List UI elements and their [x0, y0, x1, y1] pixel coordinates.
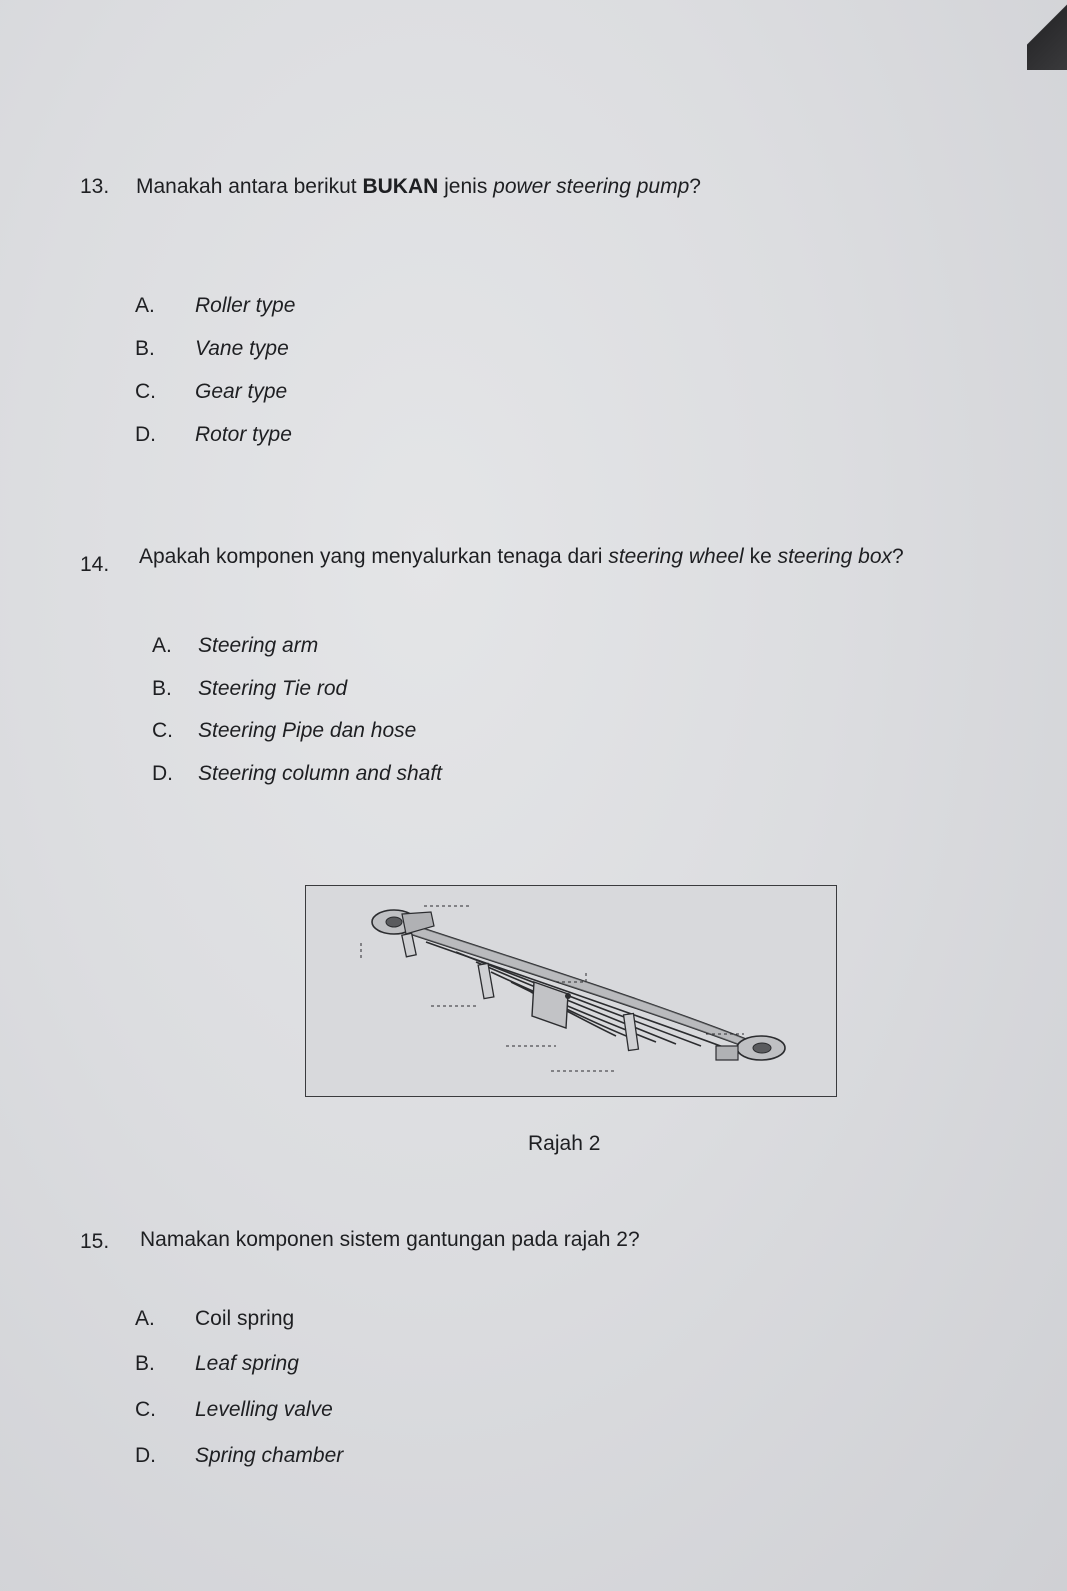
option-a[interactable]: [135, 1307, 294, 1331]
option-c[interactable]: [135, 380, 287, 404]
question-text: [139, 545, 904, 569]
option-letter: B.: [152, 677, 172, 700]
option-b[interactable]: [135, 1352, 299, 1376]
question-text-part: Apakah komponen yang menyalurkan tenaga dari: [139, 545, 609, 568]
question-text: [136, 175, 701, 199]
option-a[interactable]: [135, 294, 295, 318]
option-letter: D.: [152, 762, 173, 785]
paper-edge-shadow: [1027, 0, 1067, 70]
question-number: 14.: [80, 553, 110, 576]
question-text-emphasis: BUKAN: [362, 175, 439, 198]
option-d[interactable]: [135, 1444, 343, 1468]
spring-eye-hole: [386, 917, 402, 927]
question-text-part: ?: [689, 175, 701, 198]
spring-leaf: [511, 982, 636, 1040]
option-letter: B.: [135, 1352, 155, 1375]
option-d[interactable]: [152, 762, 442, 786]
question-number: 15.: [80, 1230, 110, 1253]
rebound-clip: [402, 933, 416, 957]
option-text: Steering arm: [198, 634, 319, 657]
option-letter: A.: [152, 634, 172, 657]
rebound-clip: [624, 1013, 639, 1050]
question-text: Namakan komponen sistem gantungan pada rajah 2?: [140, 1228, 640, 1251]
option-letter: D.: [135, 423, 156, 446]
center-bolt-block: [532, 982, 568, 1028]
option-b[interactable]: [135, 337, 289, 361]
leaf-spring-illustration: [306, 886, 836, 1096]
option-text: Vane type: [195, 337, 289, 360]
figure-rajah-2: [305, 885, 837, 1097]
spring-eye-hole: [753, 1043, 771, 1053]
option-letter: D.: [135, 1444, 156, 1467]
question-text-term: steering box: [777, 545, 892, 568]
question-number: 13.: [80, 175, 110, 198]
question-text-part: Manakah antara berikut: [136, 175, 363, 198]
option-text: Leaf spring: [195, 1352, 299, 1375]
question-text-part: jenis: [438, 175, 494, 198]
option-text: Steering Tie rod: [198, 677, 348, 700]
shackle: [716, 1046, 738, 1060]
option-b[interactable]: [152, 677, 347, 701]
option-text: Levelling valve: [195, 1398, 333, 1421]
option-letter: C.: [135, 380, 156, 403]
option-text: Spring chamber: [195, 1444, 344, 1467]
option-d[interactable]: [135, 423, 292, 447]
option-letter: A.: [135, 1307, 155, 1330]
option-text: Roller type: [195, 294, 296, 317]
question-text-term: power steering pump: [493, 175, 690, 198]
question-text-part: ke: [743, 545, 778, 568]
option-letter: C.: [152, 719, 173, 742]
question-text-term: steering wheel: [608, 545, 744, 568]
option-text: Coil spring: [195, 1307, 295, 1330]
option-letter: C.: [135, 1398, 156, 1421]
figure-caption: Rajah 2: [528, 1132, 601, 1155]
option-letter: A.: [135, 294, 155, 317]
spring-leaf-shade: [401, 921, 751, 1049]
spring-leaf: [401, 931, 751, 1049]
option-c[interactable]: [135, 1398, 333, 1422]
option-text: Steering Pipe dan hose: [198, 719, 417, 742]
option-text: Steering column and shaft: [198, 762, 442, 785]
option-a[interactable]: [152, 634, 318, 658]
option-text: Gear type: [195, 380, 288, 403]
option-text: Rotor type: [195, 423, 292, 446]
center-bolt: [565, 993, 571, 999]
spring-leaf: [456, 952, 701, 1046]
option-c[interactable]: [152, 719, 416, 743]
question-text-part: ?: [892, 545, 904, 568]
option-letter: B.: [135, 337, 155, 360]
